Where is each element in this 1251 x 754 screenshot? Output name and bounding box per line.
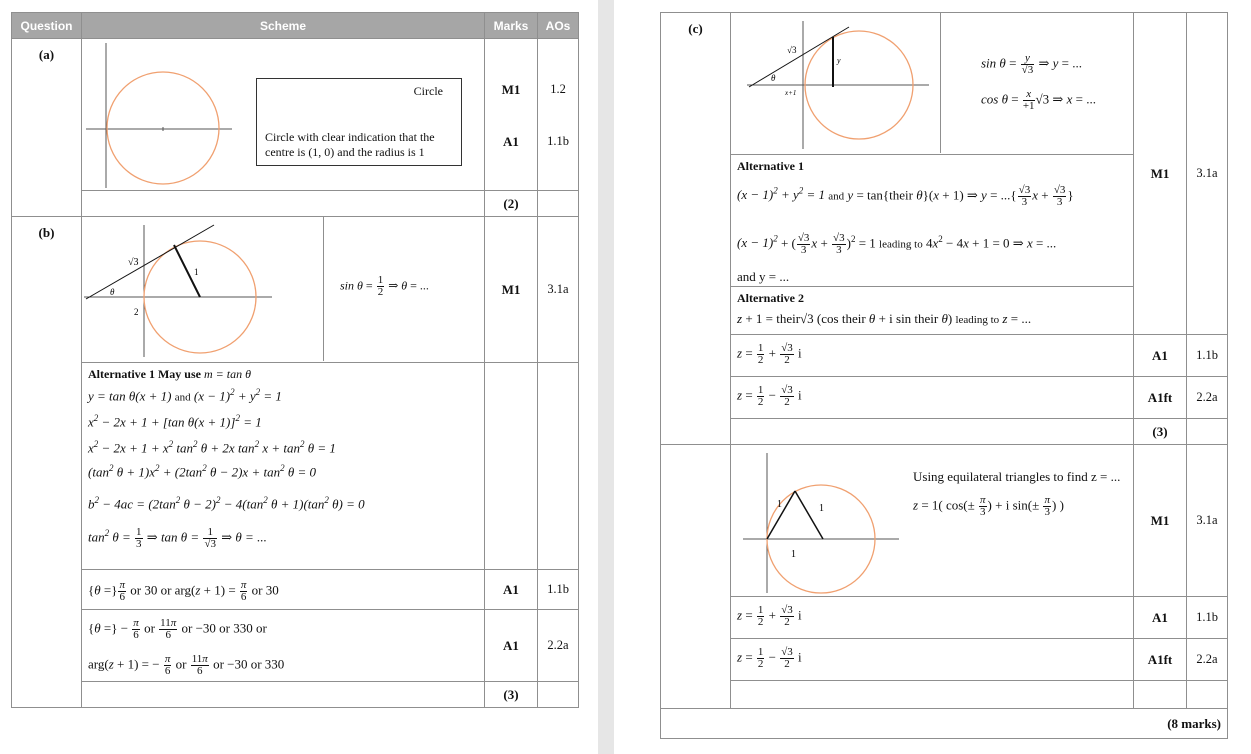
- part-b-alt1-line-2: $x^2 - 2x + 1 + [\tan$ θ(x + 1)]$^2$ = 1: [88, 413, 262, 430]
- part-a-m1: M1: [501, 82, 521, 97]
- part-c-alt1-line-2: $(x - 1)^2$ + ( $\frac{√3}{3}$ x + $\frac{√3}{3}$ )$^2$ = 1 leading to $4x^2 - 4x + 1 = 0$ ⇒ x = ...: [737, 232, 1057, 256]
- part-a-answer-box: [256, 78, 462, 166]
- part-b-alt1-line-3: $x^2 - 2x + 1 + x^2$ $\tan^2 \theta + 2x$ $\tan^2 x + \tan^2 \theta = 1$: [88, 439, 336, 456]
- part-d-diagram: [733, 447, 903, 597]
- grand-total-row: [661, 709, 1228, 739]
- part-c-diagram-frame: [731, 13, 941, 153]
- part-c-a1: A1: [1134, 335, 1187, 377]
- part-c-label: (c): [661, 13, 731, 445]
- part-b-label: (b): [12, 217, 82, 708]
- part-c-alt2: [731, 287, 1134, 335]
- header-marks: Marks: [485, 13, 538, 39]
- part-d-method-l2: z = 1( cos(± $\frac{\pi}{3}$ ) + i sin(± $\frac{\pi}{3}$ ) ): [913, 494, 1064, 518]
- grand-total: (8 marks): [1167, 716, 1221, 731]
- part-b-ao3: 2.2a: [538, 610, 579, 682]
- part-a-ao2: 1.1b: [547, 134, 569, 148]
- part-b-alt1-title: Alternative 1 May use m = tan θ: [88, 367, 251, 381]
- part-c-label-sqrt3: √3: [787, 45, 797, 55]
- part-b-label-sqrt3: √3: [128, 257, 139, 268]
- part-c-total: (3): [1134, 419, 1187, 445]
- header-question: Question: [12, 13, 82, 39]
- part-c-alt1-line-1: $(x - 1)^2 + y^2 = 1$ and y = tan{their θ}(x + 1) ⇒ y = ...{ $\frac{√3}{3}$ x + $\frac{√3}{3}$ }: [737, 184, 1074, 208]
- part-b-diagram-frame: [82, 217, 324, 361]
- part-b-ao1: 3.1a: [538, 217, 579, 363]
- part-d-a1: A1: [1134, 597, 1187, 639]
- part-c-ao1: 3.1a: [1187, 13, 1228, 335]
- part-a-box-title: Circle: [413, 84, 443, 98]
- part-c-label-x1: x+1: [785, 89, 797, 97]
- part-d-ao3: 2.2a: [1187, 639, 1228, 681]
- part-b-diagram: [82, 217, 322, 361]
- part-c-method-l2: cos θ = x +1√3 ⇒ x = ...: [981, 88, 1096, 112]
- part-b-ans2: {θ =} − $\frac{\pi}{6}$ or $\frac{11\pi}{6}$ or −30 or 330 or arg(z + 1) = − $\frac{\pi}{6}$ or $\frac{11\pi}{6}$ or −30 or 330: [82, 610, 485, 682]
- part-c-scheme: [731, 13, 1134, 155]
- part-d-ao2: 1.1b: [1187, 597, 1228, 639]
- part-c-a2: A1ft: [1134, 377, 1187, 419]
- part-b-label-two: 2: [134, 307, 139, 317]
- part-b-alt1-line-1: y = tan θ(x + 1) and $(x - 1)^2 + y^2 = 1$: [88, 387, 282, 404]
- part-a-box-desc: Circle with clear indication that the centre is (1, 0) and the radius is 1: [265, 130, 435, 159]
- part-a-total: (2): [485, 191, 538, 217]
- part-b-alt1-line-6: $\tan^2 \theta$ = $\frac{1}{3}$ ⇒ tan θ = $\frac{1}{√3}$ ⇒ θ = ...: [88, 526, 267, 550]
- mark-scheme-left: [11, 12, 579, 708]
- part-b-a1: A1: [485, 570, 538, 610]
- part-c-alt1: [731, 155, 1134, 287]
- part-d-a2: A1ft: [1134, 639, 1187, 681]
- part-b-ao2: 1.1b: [538, 570, 579, 610]
- part-a-a1: A1: [503, 134, 519, 149]
- part-d-ans1: z = $\frac{1}{2}$ + $\frac{√3}{2}$ i: [731, 597, 1134, 639]
- page-gutter: [598, 0, 614, 754]
- part-c-m1: M1: [1134, 13, 1187, 335]
- part-c-method-l1: sin θ = $\frac{y}{√3}$ ⇒ y = ...: [981, 52, 1082, 76]
- part-d-ao1: 3.1a: [1187, 445, 1228, 597]
- part-b-scheme: [82, 217, 485, 363]
- part-d-scheme: [731, 445, 1134, 597]
- part-c-alt1-title: Alternative 1: [737, 159, 804, 173]
- part-b-method: sin θ = $\frac{1}{2}$ ⇒ θ = ...: [340, 274, 429, 298]
- part-d-label-one-b: 1: [819, 503, 824, 514]
- part-b-m1: M1: [485, 217, 538, 363]
- part-b-alt1: [82, 363, 485, 570]
- part-b-total: (3): [485, 682, 538, 708]
- part-c-ans1: z = $\frac{1}{2}$ + $\frac{√3}{2}$ i: [731, 335, 1134, 377]
- part-b-alt1-line-4: ($\tan^2$ $\theta + 1)x^2 + (2\tan^2$ $\theta - 2)x + \tan^2 \theta = 0$: [88, 463, 317, 480]
- part-d-ans2: z = $\frac{1}{2}$ − $\frac{√3}{2}$ i: [731, 639, 1134, 681]
- part-b-ans1: {θ =} $\frac{\pi}{6}$ or 30 or arg(z + 1) = $\frac{\pi}{6}$ or 30: [82, 570, 485, 610]
- part-a-label: (a): [12, 39, 82, 217]
- part-c-label-y: y: [837, 56, 841, 65]
- part-c-ao3: 2.2a: [1187, 377, 1228, 419]
- part-b-alt1-line-5: $b^2 - 4ac = (2\tan^2$ $\theta - 2)^2 - 4(\tan^2$ $\theta + 1)(\tan^2$ θ) = 0: [88, 495, 365, 512]
- part-c-label-theta: θ: [771, 73, 776, 83]
- part-a-circle-diagram: [84, 41, 234, 191]
- header-scheme: Scheme: [82, 13, 485, 39]
- part-a-ao1: 1.2: [550, 82, 566, 96]
- part-d-label-one-c: 1: [791, 549, 796, 560]
- part-c-alt2-title: Alternative 2: [737, 291, 804, 305]
- header-aos: AOs: [538, 13, 579, 39]
- mark-scheme-right: [660, 12, 1228, 739]
- part-b-label-one: 1: [194, 267, 199, 277]
- part-d-m1: M1: [1134, 445, 1187, 597]
- part-c-alt2-line-1: z + 1 = their√3 (cos their θ + i sin their θ) leading to z = ...: [737, 311, 1032, 326]
- part-a-scheme: [82, 39, 485, 191]
- part-d-label-one-a: 1: [777, 499, 782, 510]
- part-d-method-l1: Using equilateral triangles to find z = ...: [913, 469, 1121, 484]
- part-c-diagram: [731, 13, 939, 153]
- part-c-ao2: 1.1b: [1187, 335, 1228, 377]
- part-c-alt1-line-3: and y = ...: [737, 269, 790, 284]
- part-b-a2: A1: [485, 610, 538, 682]
- part-a-aos: [538, 39, 579, 191]
- part-a-marks: [485, 39, 538, 191]
- part-c-ans2: z = $\frac{1}{2}$ − $\frac{√3}{2}$ i: [731, 377, 1134, 419]
- part-b-label-theta: θ: [110, 287, 115, 297]
